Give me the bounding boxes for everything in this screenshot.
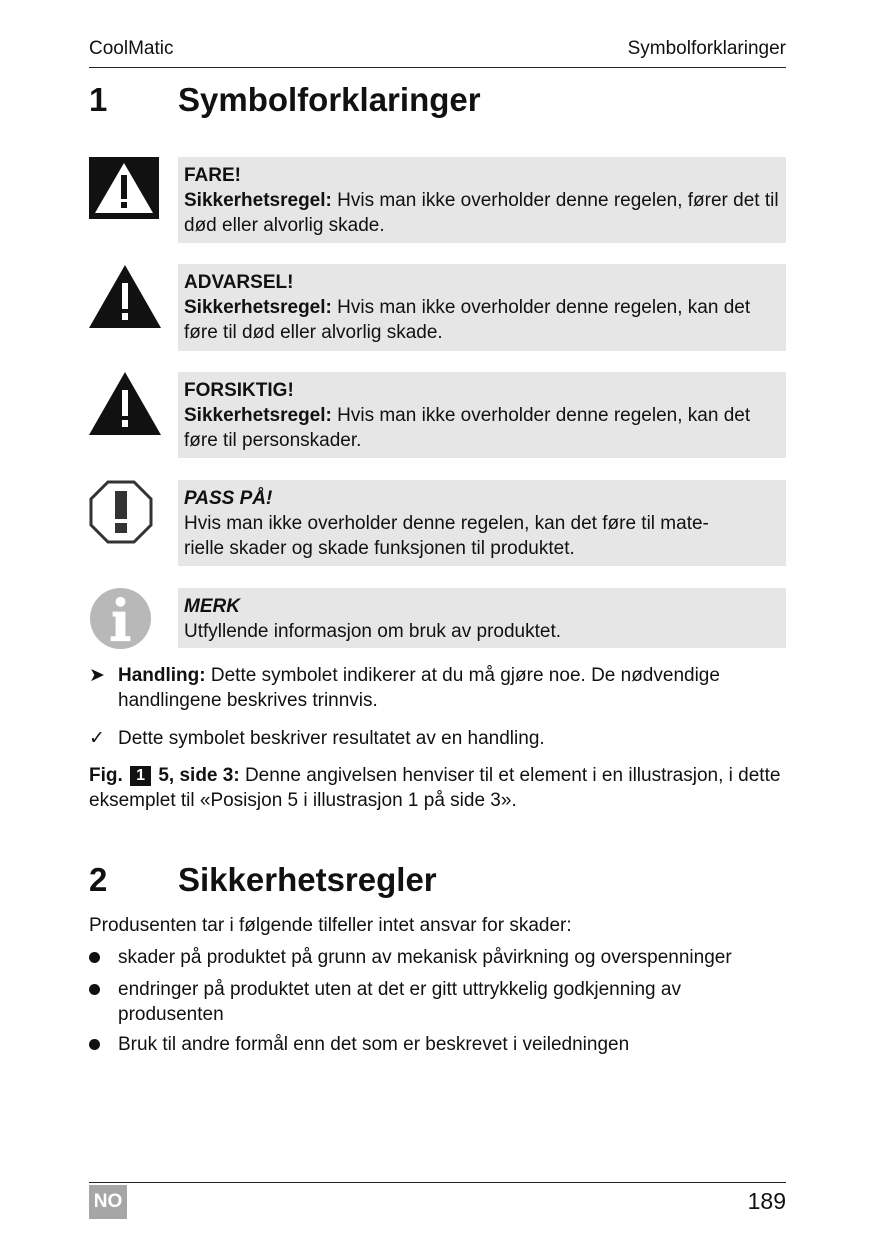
notice-caution-box: [178, 372, 786, 458]
figure-badge: 1: [130, 766, 151, 786]
notice-note-box: [178, 588, 786, 648]
header-product-name: CoolMatic: [89, 38, 174, 59]
section-2-title: Sikkerhetsregler: [178, 861, 437, 898]
bullet-dot-icon: [89, 952, 100, 963]
notice-caution-label: Sikkerhetsregel:: [184, 405, 332, 426]
octagon-exclamation-icon: [89, 480, 153, 544]
notice-danger-text: Hvis man ikke overholder denne regelen, fører det til død eller alvorlig skade.: [184, 190, 779, 236]
notice-note-title: MERK: [184, 596, 240, 617]
notice-warning-title: ADVARSEL!: [184, 272, 294, 293]
bullet-dot-icon: [89, 984, 100, 995]
notice-caution-text: Hvis man ikke overholder denne regelen, kan det føre til personskader.: [184, 405, 751, 451]
warning-triangle-icon: [89, 265, 161, 329]
result-text: Dette symbolet beskriver resultatet av en handling.: [118, 728, 545, 749]
header-section-name: Symbolforklaringer: [627, 38, 786, 59]
figure-text: Denne angivelsen henviser til et element i en illustrasjon, i dette eksemplet til «Posisjon 5 i illustrasjon 1 på side 3».: [89, 765, 781, 811]
notice-danger-box: [178, 157, 786, 243]
page-footer: [89, 1182, 786, 1219]
arrow-icon: ➤: [89, 665, 105, 686]
language-badge: NO: [89, 1185, 127, 1219]
handling-text: Dette symbolet indikerer at du må gjøre noe. De nødvendige handlingene beskrives trinnvis.: [118, 665, 720, 711]
notice-caution-title: FORSIKTIG!: [184, 380, 294, 401]
notice-warning-text: Hvis man ikke overholder denne regelen, kan det føre til død eller alvorlig skade.: [184, 297, 751, 343]
notice-attention-box: [178, 480, 786, 566]
checkmark-icon: ✓: [89, 728, 105, 749]
caution-triangle-icon: [89, 372, 161, 436]
list-item-text: skader på produktet på grunn av mekanisk påvirkning og overspenninger: [118, 947, 732, 968]
section-2-number: 2: [89, 861, 108, 898]
notice-attention-title: PASS PÅ!: [184, 488, 273, 509]
notice-danger-title: FARE!: [184, 165, 241, 186]
page-header: [89, 38, 786, 68]
section-1-title: Symbolforklaringer: [178, 81, 481, 118]
danger-warning-icon: [89, 157, 159, 219]
notice-attention-line1: Hvis man ikke overholder denne regelen, kan det føre til mate-: [184, 513, 709, 534]
figure-label: Fig.: [89, 765, 123, 786]
figure-reference: [89, 763, 789, 813]
notice-note-text: Utfyllende informasjon om bruk av produktet.: [184, 621, 562, 642]
notice-warning-label: Sikkerhetsregel:: [184, 297, 332, 318]
figure-ref: 5, side 3:: [158, 765, 240, 786]
list-item-text: endringer på produktet uten at det er gitt uttrykkelig godkjenning av produsenten: [118, 979, 681, 1025]
list-item-text: Bruk til andre formål enn det som er beskrevet i veiledningen: [118, 1034, 630, 1055]
page-number: 189: [747, 1188, 786, 1214]
section-2-intro: Produsenten tar i følgende tilfeller intet ansvar for skader:: [89, 915, 572, 936]
bullet-dot-icon: [89, 1039, 100, 1050]
handling-label: Handling:: [118, 665, 206, 686]
notice-danger-label: Sikkerhetsregel:: [184, 190, 332, 211]
notice-warning-box: [178, 264, 786, 351]
info-circle-icon: [89, 587, 152, 650]
notice-attention-line2: rielle skader og skade funksjonen til produktet.: [184, 538, 575, 559]
section-1-number: 1: [89, 81, 108, 118]
